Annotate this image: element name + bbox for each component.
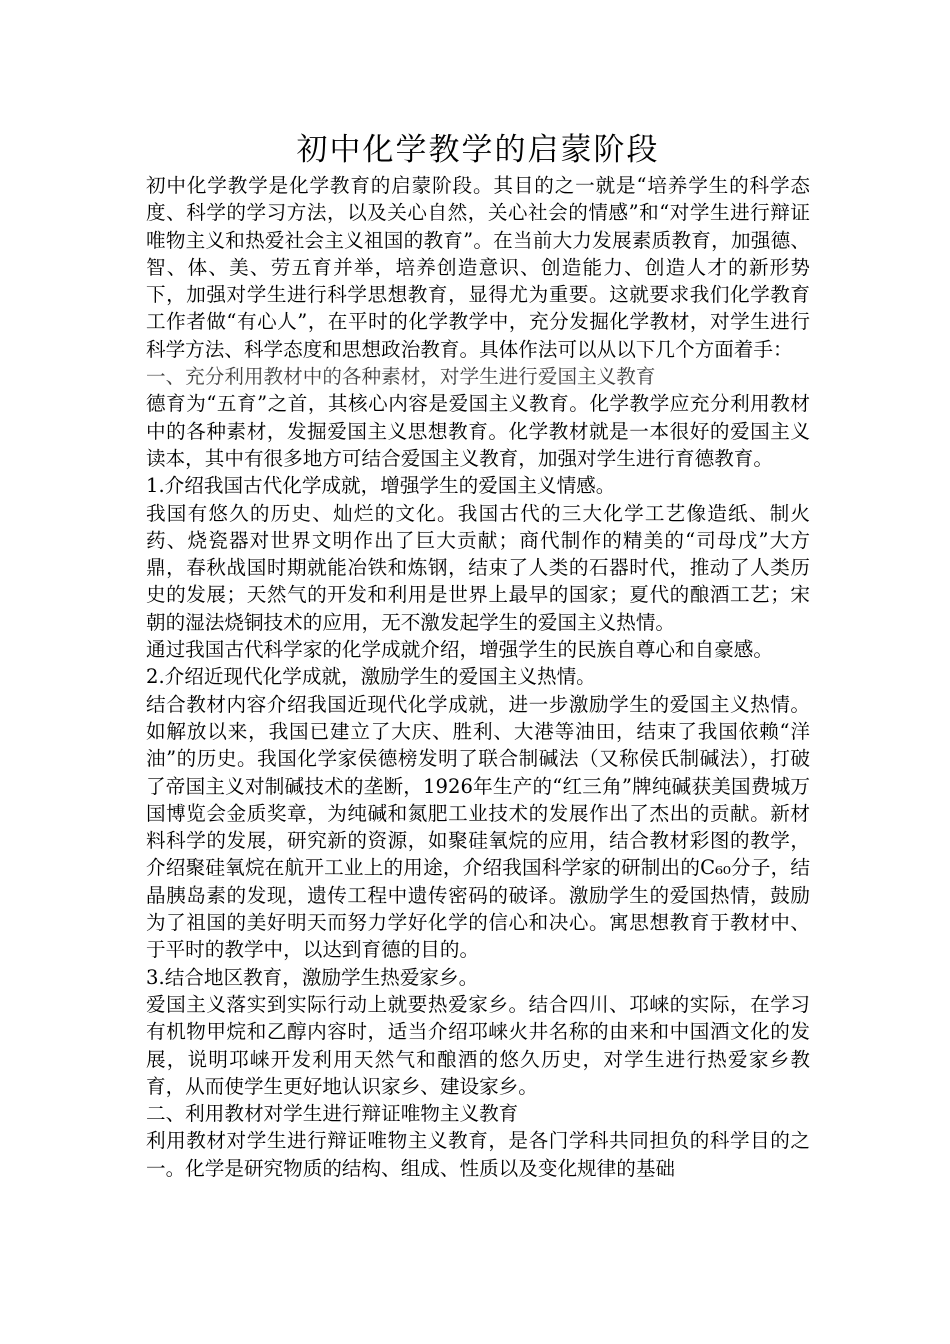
subheading-1: 1.介绍我国古代化学成就，增强学生的爱国主义情感。 — [146, 474, 616, 498]
document-title: 初中化学教学的启蒙阶段 — [296, 132, 660, 168]
subheading-2: 2.介绍近现代化学成就，激励学生的爱国主义热情。 — [146, 665, 596, 689]
body-paragraph: 通过我国古代科学家的化学成就介绍，增强学生的民族自尊心和自豪感。 — [146, 638, 773, 662]
body-paragraph: 结合教材内容介绍我国近现代化学成就，进一步激励学生的爱国主义热情。如解放以来，我国已建立了大庆、胜利、大港等油田，结束了我国依赖“洋油”的历史。我国化学家侯德榜发明了联合制碱法（又称侯氏制碱法），打破了帝国主义对制碱技术的垄断，1926年生产的“红三角”牌纯碱获美国费城万国博览会金质奖章，为纯碱和氮肥工业技术的发展作出了杰出的贡献。新材料科学的发展，研究新的资源，如聚硅氧烷的应用，结合教材彩图的教学，介绍聚硅氧烷在航开工业上的用途，介绍我国科学家的研制出的C₆₀分子，结晶胰岛素的发现，遗传工程中遗传密码的破译。激励学生的爱国热情，鼓励为了祖国的美好明天而努力学好化学的信心和决心。寓思想教育于教材中、于平时的教学中，以达到育德的目的。 — [146, 692, 810, 962]
body-paragraph: 德育为“五育”之首，其核心内容是爱国主义教育。化学教学应充分利用教材中的各种素材，发掘爱国主义思想教育。化学教材就是一本很好的爱国主义读本，其中有很多地方可结合爱国主义教育，加强对学生进行育德教育。 — [146, 392, 810, 470]
intro-paragraph: 初中化学教学是化学教育的启蒙阶段。其目的之一就是“培养学生的科学态度、科学的学习方法，以及关心自然，关心社会的情感”和“对学生进行辩证唯物主义和热爱社会主义祖国的教育”。在当前大力发展素质教育，加强德、智、体、美、劳五育并举，培养创造意识、创造能力、创造人才的新形势下，加强对学生进行科学思想教育，显得尤为重要。这就要求我们化学教育工作者做“有心人”，在平时的化学教学中，充分发掘化学教材，对学生进行科学方法、科学态度和思想政治教育。具体作法可以从以下几个方面着手： — [146, 174, 810, 361]
body-paragraph: 我国有悠久的历史、灿烂的文化。我国古代的三大化学工艺像造纸、制火药、烧瓷器对世界文明作出了巨大贡献；商代制作的精美的“司母戊”大方鼎，春秋战国时期就能冶铁和炼钢，结束了人类的石器时代，推动了人类历史的发展；天然气的开发和利用是世界上最早的国家；夏代的酿酒工艺；宋朝的湿法烧铜技术的应用，无不激发起学生的爱国主义热情。 — [146, 501, 810, 634]
body-paragraph: 爱国主义落实到实际行动上就要热爱家乡。结合四川、邛崃的实际，在学习有机物甲烷和乙醇内容时，适当介绍邛崃火井名称的由来和中国酒文化的发展，说明邛崃开发利用天然气和酿酒的悠久历史，对学生进行热爱家乡教育，从而使学生更好地认识家乡、建设家乡。 — [146, 992, 810, 1098]
subheading-3: 3.结合地区教育，激励学生热爱家乡。 — [146, 965, 479, 989]
section-heading-1: 一、充分利用教材中的各种素材，对学生进行爱国主义教育 — [146, 365, 656, 389]
section-heading-2: 二、利用教材对学生进行辩证唯物主义教育 — [146, 1102, 519, 1126]
document-page — [146, 128, 810, 1182]
body-paragraph: 利用教材对学生进行辩证唯物主义教育，是各门学科共同担负的科学目的之一。化学是研究物质的结构、组成、性质以及变化规律的基础 — [146, 1129, 810, 1180]
